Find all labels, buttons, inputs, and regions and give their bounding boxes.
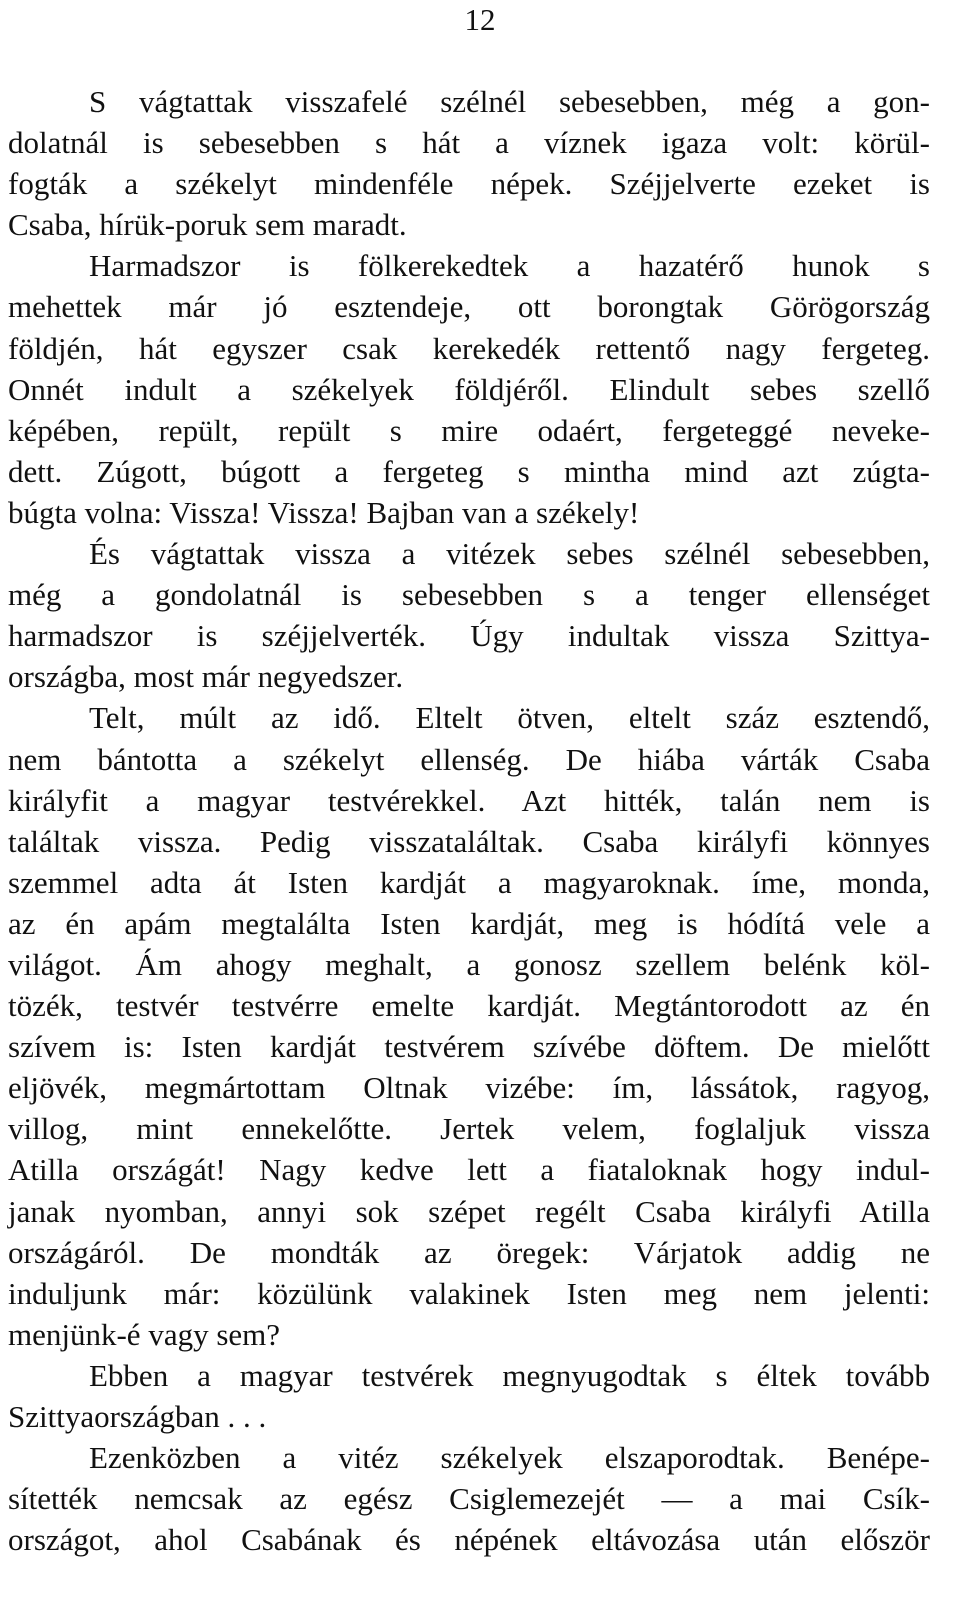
text-line: fogták a székelyt mindenféle népek. Széjjelverte ezeket is [8,166,930,202]
text-line: Szittyaországban . . . [8,1399,267,1434]
text-line: még a gondolatnál is sebesebben s a tenger ellenséget [8,577,930,613]
text-line: menjünk-é vagy sem? [8,1316,281,1352]
text-line: országáról. De mondták az öregek: Várjatok addig ne [8,1234,930,1270]
text-line: dett. Zúgott, búgott a fergeteg s mintha mind azt zúgta- [8,453,930,489]
text-line: induljunk már: közülünk valakinek Isten meg nem jelenti: [8,1275,930,1311]
text-line: mehettek már jó esztendeje, ott borongtak Görögország [8,289,930,325]
text-line: találtak vissza. Pedig visszataláltak. Csaba királyfi könnyes [8,823,930,859]
text-line: országot, ahol Csabának és népének eltávozása után először [8,1522,930,1558]
text-line: S vágtattak visszafelé szélnél sebesebben, még a gon- [89,84,930,119]
paragraph [8,1437,930,1560]
text-line: Telt, múlt az idő. Eltelt ötven, eltelt száz esztendő, [89,700,930,736]
text-line: harmadszor is széjjelverték. Úgy indultak vissza Szittya- [8,618,930,654]
paragraph [8,81,930,245]
text-line: Ezenközben a vitéz székelyek elszaporodtak. Benépe- [89,1440,930,1476]
text-line: És vágtattak vissza a vitézek sebes szélnél sebesebben, [89,536,930,572]
text-line: nem bántotta a székelyt ellenség. De hiába várták Csaba [8,741,930,777]
text-line: képében, repült, repült s mire odaért, fergeteggé neveke- [8,412,930,448]
text-line: királyfit a magyar testvérekkel. Azt hitték, talán nem is [8,782,930,818]
text-line: dolatnál is sebesebben s hát a víznek igaza volt: körül- [8,125,930,161]
text-line: Atilla országát! Nagy kedve lett a fiataloknak hogy indul- [8,1152,930,1188]
text-line: búgta volna: Vissza! Vissza! Bajban van a székely! [8,494,640,530]
paragraph [8,697,930,1355]
text-line: szívem is: Isten kardját testvérem szívébe döftem. De mielőtt [8,1029,930,1065]
text-line: világot. Ám ahogy meghalt, a gonosz szellem belénk köl- [8,946,930,982]
paragraph [8,533,930,697]
text-line: Csaba, hírük-poruk sem maradt. [8,207,407,243]
paragraph [8,1355,930,1437]
text-line: Harmadszor is fölkerekedtek a hazatérő hunok s [89,248,930,284]
text-line: az én apám megtalálta Isten kardját, meg is hódítá vele a [8,905,930,941]
text-line: Onnét indult a székelyek földjéről. Elindult sebes szellő [8,371,930,407]
text-body [8,81,930,1560]
page-number: 12 [464,2,496,37]
text-line: Ebben a magyar testvérek megnyugodtak s éltek tovább [89,1357,930,1393]
text-line: tözék, testvér testvérre emelte kardját. Megtántorodott az én [8,988,930,1024]
paragraph [8,245,930,533]
text-line: szemmel adta át Isten kardját a magyaroknak. íme, monda, [8,864,930,900]
text-line: sítették nemcsak az egész Csiglemezejét — a mai Csík- [8,1481,930,1517]
text-line: eljövék, megmártottam Oltnak vizébe: ím, lássátok, ragyog, [8,1070,930,1106]
text-line: janak nyomban, annyi sok szépet regélt Csaba királyfi Atilla [8,1193,930,1229]
text-line: földjén, hát egyszer csak kerekedék rettentő nagy fergeteg. [8,330,930,366]
text-line: országba, most már negyedszer. [8,659,404,695]
text-line: villog, mint ennekelőtte. Jertek velem, foglaljuk vissza [8,1111,930,1147]
